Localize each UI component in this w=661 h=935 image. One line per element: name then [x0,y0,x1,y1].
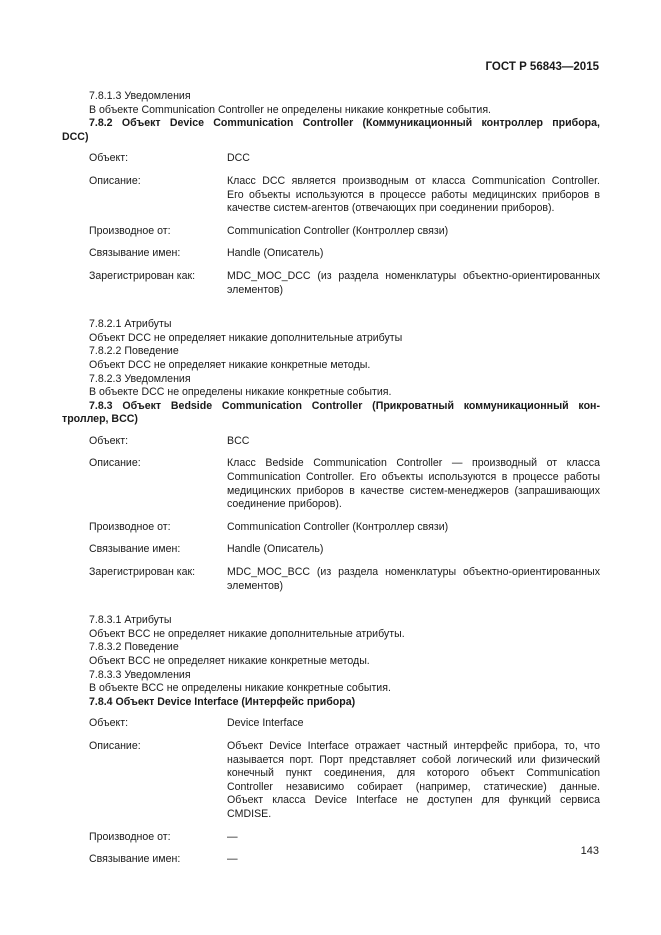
attribute-value-line: качестве систем-агентов (отвечающих при соединении приборов). [227,202,555,215]
attribute-value [227,831,600,854]
subsection-title: 7.8.3.2 Поведение [89,641,179,654]
attribute-value-line: Класс Bedside Communication Controller — производный от класса [227,457,600,470]
attribute-value-line: Communication Controller. Его объекты используются в процессе работы [227,471,600,484]
attribute-row [89,717,600,740]
attribute-key: Производное от: [89,830,171,843]
attribute-value [227,270,600,306]
attribute-value [227,521,600,544]
section-heading-cont: DCC) [62,130,89,143]
attribute-value-line: Device Interface [227,717,304,730]
attribute-value-line: элементов) [227,283,284,296]
attribute-value-line: MDC_MOC_BCC (из раздела номенклатуры объектно-ориентированных [227,566,600,579]
section-title: 7.8.1.3 Уведомления [89,90,191,102]
attribute-key: Зарегистрирован как: [89,566,196,579]
attribute-value-line: Класс DCC является производным от класса Communication Controller. [227,174,600,187]
attribute-key: Описание: [89,174,141,187]
attribute-key: Производное от: [89,520,171,533]
paragraph: В объекте Communication Controller не определены никакие конкретные события. [89,103,491,116]
section-heading: 7.8.4 Объект Device Interface (Интерфейс прибора) [89,695,356,708]
attribute-value [227,457,600,520]
attribute-value [227,566,600,602]
attribute-value-line: Communication Controller (Контроллер связи) [227,224,449,237]
attribute-key: Производное от: [89,224,171,237]
attribute-value-line: называется порт. Порт представляет собой логический или физический [227,753,600,766]
attribute-value-line: BCC [227,434,250,447]
attribute-value-line: Объект класса Device Interface не доступен для функций сервиса [227,794,600,807]
attribute-row [89,740,600,831]
attribute-value-line: элементов) [227,579,284,592]
object-attribute-table [89,152,600,306]
paragraph: В объекте BCC не определены никакие конкретные события. [89,682,391,695]
subsection-title: 7.8.3.1 Атрибуты [89,614,172,627]
attribute-key: Связывание имен: [89,853,181,866]
attribute-key: Описание: [89,457,141,470]
subsection-title: 7.8.3.3 Уведомления [89,668,191,681]
section-heading: 7.8.2 Объект Device Communication Controller (Коммуникационный контроллер прибора, [89,117,600,130]
attribute-row [89,247,600,270]
attribute-value [227,853,600,876]
attribute-value [227,740,600,831]
subsection-title: 7.8.2.3 Уведомления [89,372,191,385]
attribute-key: Связывание имен: [89,247,181,260]
paragraph: Объект BCC не определяет никакие конкретные методы. [89,655,370,667]
attribute-value [227,175,600,225]
attribute-value-line: Handle (Описатель) [227,247,324,260]
attribute-value-line: Handle (Описатель) [227,543,324,556]
attribute-key: Связывание имен: [89,543,181,556]
attribute-row [89,831,600,854]
attribute-key: Объект: [89,152,129,165]
attribute-value-line: — [227,853,238,866]
attribute-value [227,152,600,175]
attribute-key: Зарегистрирован как: [89,269,196,282]
subsection-list [62,614,600,696]
subsection-title: 7.8.2.2 Поведение [89,345,179,358]
attribute-row [89,521,600,544]
attribute-value [227,543,600,566]
attribute-row [89,543,600,566]
subsection-list [62,318,600,400]
paragraph: Объект DCC не определяет никакие дополнительные атрибуты [89,331,403,344]
section-heading: 7.8.3 Объект Bedside Communication Controller (Прикроватный коммуникационный кон- [89,399,600,412]
attribute-row [89,435,600,458]
section-heading-cont: троллер, BCC) [62,413,138,426]
page-content [62,90,600,888]
attribute-row [89,225,600,248]
attribute-row [89,853,600,876]
page-number: 143 [580,845,599,857]
attribute-key: Объект: [89,434,129,447]
attribute-row [89,270,600,306]
attribute-value-line: CMDISE. [227,807,272,820]
attribute-value-line: Communication Controller (Контроллер связи) [227,520,449,533]
paragraph: Объект BCC не определяет никакие дополнительные атрибуты. [89,627,405,640]
attribute-value [227,225,600,248]
attribute-value-line: DCC [227,152,250,165]
attribute-value [227,247,600,270]
attribute-value-line: Его объекты используются в процессе работы медицинских приборов в [227,188,600,201]
attribute-value-line: — [227,830,238,843]
object-attribute-table [89,435,600,602]
subsection-title: 7.8.2.1 Атрибуты [89,318,172,331]
attribute-value-line: Объект Device Interface отражает частный интерфейс прибора, то, что [227,739,600,752]
document-header: ГОСТ Р 56843—2015 [485,61,599,73]
attribute-value-line: MDC_MOC_DCC (из раздела номенклатуры объектно-ориентированных [227,269,600,282]
attribute-value [227,435,600,458]
attribute-key: Объект: [89,717,129,730]
object-attribute-table [89,717,600,875]
attribute-value-line: Controller независимо собирает (например, статические) данные. [227,780,600,793]
attribute-row [89,152,600,175]
attribute-value-line: конечный пункт соединения, для которого объект Communication [227,767,600,780]
attribute-value [227,717,600,740]
attribute-row [89,566,600,602]
attribute-value-line: медицинских приборов в качестве систем-менеджеров (запрашивающих [227,484,600,497]
attribute-row [89,457,600,520]
paragraph: Объект DCC не определяет никакие конкретные методы. [89,358,371,371]
attribute-row [89,175,600,225]
attribute-value-line: соединение приборов). [227,498,342,511]
paragraph: В объекте DCC не определены никакие конкретные события. [89,386,392,399]
attribute-key: Описание: [89,739,141,752]
